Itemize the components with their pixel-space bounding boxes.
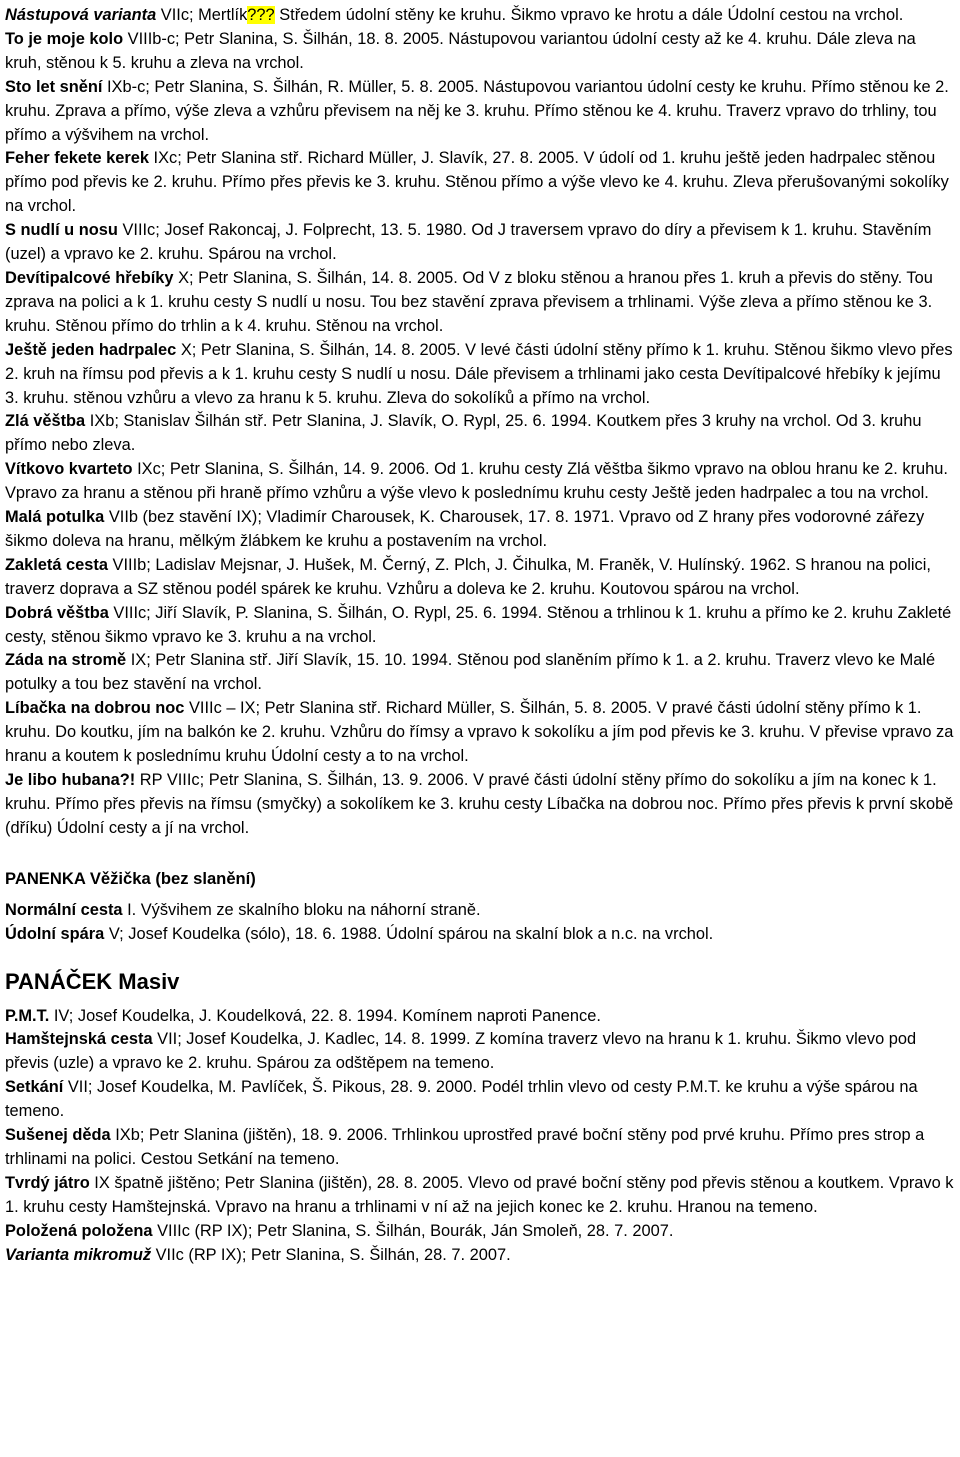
route-description: IX; Petr Slanina stř. Jiří Slavík, 15. 10. 1994. Stěnou pod slaněním přímo k 1. a 2. kruhu. Traverz vlevo ke Malé potulky a tou bez stavění na vrchol.	[5, 651, 936, 694]
route-description: IXc; Petr Slanina, S. Šilhán, 14. 9. 2006. Od 1. kruhu cesty Zlá věštba šikmo vpravo na oblou hranu ke 2. kruhu. Vpravo za hranu a stěnou při hraně přímo vzhůru a výše vlevo k poslednímu kruhu cesty Ještě jeden hadrpalec a tou na vrchol.	[5, 460, 948, 503]
route-description: VIIIb-c; Petr Slanina, S. Šilhán, 18. 8. 2005. Nástupovou variantou údolní cesty až ke 4. kruhu. Dále zleva na kruh, stěnou k 5. kruhu a zleva na vrchol.	[5, 29, 916, 72]
route-entry	[5, 602, 955, 650]
route-entry	[5, 697, 955, 769]
route-entry	[5, 769, 955, 841]
route-description: IXb; Stanislav Šilhán stř. Petr Slanina, J. Slavík, O. Rypl, 25. 6. 1994. Koutkem přes 3 kruhy na vrchol. Od 3. kruhu přímo nebo zleva.	[5, 412, 922, 455]
route-entry	[5, 506, 955, 554]
route-description: IXb; Petr Slanina (jištěn), 18. 9. 2006. Trhlinkou uprostřed pravé boční stěny pod prvé kruhu. Přímo pres strop a trhlinami na polici. Cestou Setkání na temeno.	[5, 1126, 925, 1168]
route-name: Sto let snění	[5, 77, 103, 96]
route-name: Setkání	[5, 1078, 64, 1097]
route-entry	[5, 1244, 955, 1268]
section-panacek	[5, 967, 955, 1268]
route-name: Hamštejnská cesta	[5, 1030, 153, 1049]
highlight-mark: ???	[247, 6, 275, 24]
route-entry	[5, 339, 955, 411]
route-entry	[5, 219, 955, 267]
route-name: Feher fekete kerek	[5, 149, 149, 168]
route-entry	[5, 923, 955, 947]
route-name: Zlá věštba	[5, 412, 86, 431]
route-entry	[5, 1076, 955, 1124]
route-description: VIIIc; Josef Rakoncaj, J. Folprecht, 13. 5. 1980. Od J traversem vpravo do díry a převisem k 1. kruhu. Stavěním (uzel) a vpravo ke 2. kruhu. Spárou na vrchol.	[5, 221, 932, 264]
route-name: Záda na stromě	[5, 651, 127, 670]
route-description: VIIc (RP IX); Petr Slanina, S. Šilhán, 28. 7. 2007.	[151, 1245, 511, 1264]
route-name: Je libo hubana?!	[5, 771, 136, 789]
route-description: IXb-c; Petr Slanina, S. Šilhán, R. Müller, 5. 8. 2005. Nástupovou variantou údolní cesty ke kruhu. Přímo stěnou ke 2. kruhu. Zprava a přímo, výše zleva a vzhůru převisem na něj ke 3. kruhu. Přímo stěnou ke 4. kruhu. Traverz vpravo do trhliny, tou přímo a výšvihem na vrchol.	[5, 77, 949, 144]
route-description: VIIIc – IX; Petr Slanina stř. Richard Müller, S. Šilhán, 5. 8. 2005. V pravé části údolní stěny přímo k 1. kruhu. Do koutku, jím na balkón ke 2. kruhu. Vzhůru do římsy a vpravo k sokolíku a jím pod převis ke 3. kruhu. V převise vpravo za hranu a koutem k poslednímu kruhu Údolní cesty a to na vrchol.	[5, 699, 954, 766]
route-entry	[5, 4, 955, 28]
route-entry	[5, 649, 955, 697]
route-entry	[5, 554, 955, 602]
route-name: Položená položena	[5, 1221, 153, 1240]
route-entry	[5, 1005, 955, 1029]
route-entry	[5, 1220, 955, 1244]
route-description: VIIIc (RP IX); Petr Slanina, S. Šilhán, Bourák, Ján Smoleň, 28. 7. 2007.	[152, 1221, 674, 1240]
route-name: Normální cesta	[5, 900, 123, 919]
route-description: V; Josef Koudelka (sólo), 18. 6. 1988. Údolní spárou na skalní blok a n.c. na vrchol.	[104, 924, 714, 943]
route-name: Devítipalcové hřebíky	[5, 268, 174, 287]
route-name: Varianta mikromuž	[5, 1245, 152, 1264]
route-entry	[5, 147, 955, 219]
route-entry	[5, 899, 955, 923]
route-name: Tvrdý játro	[5, 1173, 90, 1192]
route-name: Dobrá věštba	[5, 603, 109, 622]
route-description: IX špatně jištěno; Petr Slanina (jištěn), 28. 8. 2005. Vlevo od pravé boční stěny pod převis stěnou a koutkem. Vpravo k 1. kruhu cesty Hamštejnská. Vpravo na hranu a trhlinami v ní až na jejich konec ke 2. kruhu. Hranou na temeno.	[5, 1173, 954, 1216]
section-panenka	[5, 867, 955, 947]
route-description: VIIIc; Jiří Slavík, P. Slanina, S. Šilhán, O. Rypl, 25. 6. 1994. Stěnou a trhlinou k 1. kruhu a přímo ke 2. kruhu Zakleté cesty, stěnou šikmo vpravo ke 3. kruhu a na vrchol.	[5, 603, 952, 646]
route-description: X; Petr Slanina, S. Šilhán, 14. 8. 2005. Od V z bloku stěnou a hranou přes 1. kruh a převis do stěny. Tou zprava na polici a k 1. kruhu cesty S nudlí u nosu. Tou bez stavění zprava převisem a trhlinami. Výše zleva a přímo stěnou ke 3. kruhu. Stěnou přímo do trhlin a k 4. kruhu. Stěnou na vrchol.	[5, 268, 933, 335]
route-description: VII; Josef Koudelka, J. Kadlec, 14. 8. 1999. Z komína traverz vlevo na hranu k 1. kruhu. Šikmo vlevo pod převis (uzle) a vpravo ke 2. kruhu. Spárou za odštěpem na temeno.	[5, 1030, 917, 1073]
route-entry	[5, 28, 955, 76]
route-name: Nástupová varianta	[5, 6, 157, 24]
route-entry	[5, 267, 955, 339]
route-description: VIIIb; Ladislav Mejsnar, J. Hušek, M. Černý, Z. Plch, J. Čihulka, M. Franěk, V. Hulínský. 1962. S hranou na polici, traverz doprava a SZ stěnou podél spárek ke kruhu. Vzhůru a doleva ke 2. kruhu. Koutovou spárou na vrchol.	[5, 555, 931, 598]
route-description: IV; Josef Koudelka, J. Koudelková, 22. 8. 1994. Komínem naproti Panence.	[49, 1006, 601, 1025]
route-name: S nudlí u nosu	[5, 221, 118, 240]
route-name: Líbačka na dobrou noc	[5, 699, 185, 718]
route-name: P.M.T.	[5, 1006, 50, 1025]
route-name: Malá potulka	[5, 508, 105, 527]
section-heading: PANÁČEK Masiv	[5, 968, 180, 994]
route-grade: VIIc; Mertlík	[156, 6, 248, 24]
route-description: I. Výšvihem ze skalního bloku na náhorní straně.	[122, 900, 481, 919]
route-entry	[5, 458, 955, 506]
route-name: To je moje kolo	[5, 29, 124, 48]
route-entry	[5, 76, 955, 148]
route-description: Středem údolní stěny ke kruhu. Šikmo vpravo ke hrotu a dále Údolní cestou na vrchol.	[274, 6, 904, 24]
route-description: RP VIIIc; Petr Slanina, S. Šilhán, 13. 9. 2006. V pravé části údolní stěny přímo do sokolíku a jím na konec k 1. kruhu. Přímo přes převis na římsu (smyčky) a sokolíkem ke 3. kruhu cesty Líbačka na dobrou noc. Přímo přes převis k první skobě (dříku) Údolní cesty a jí na vrchol.	[5, 771, 954, 837]
section-heading: PANENKA Věžička (bez slanění)	[5, 868, 256, 888]
route-description: IXc; Petr Slanina stř. Richard Müller, J. Slavík, 27. 8. 2005. V údolí od 1. kruhu ještě jeden hadrpalec stěnou přímo pod převis ke 2. kruhu. Přímo přes převis ke 3. kruhu. Stěnou přímo a výše vlevo ke 4. kruhu. Zleva přerušovanými sokolíky na vrchol.	[5, 149, 949, 216]
route-entry	[5, 1028, 955, 1076]
route-entry	[5, 1172, 955, 1220]
section-1	[5, 4, 955, 841]
route-name: Sušenej děda	[5, 1126, 111, 1145]
route-description: VII; Josef Koudelka, M. Pavlíček, Š. Pikous, 28. 9. 2000. Podél trhlin vlevo od cesty P.M.T. ke kruhu a výše spárou na temeno.	[5, 1078, 918, 1121]
route-name: Ještě jeden hadrpalec	[5, 340, 177, 359]
route-description: X; Petr Slanina, S. Šilhán, 14. 8. 2005. V levé části údolní stěny přímo k 1. kruhu. Stěnou šikmo vlevo přes 2. kruh na římsu pod převis a k 1. kruhu cesty S nudlí u nosu. Dále převisem a trhlinami jako cesta Devítipalcové hřebíky k jejímu 3. kruhu. stěnou vzhůru a vlevo za hranu k 5. kruhu. Zleva do sokolíků a přímo na vrchol.	[5, 340, 953, 407]
route-name: Vítkovo kvarteto	[5, 460, 133, 479]
route-description: VIIb (bez stavění IX); Vladimír Charousek, K. Charousek, 17. 8. 1971. Vpravo od Z hrany přes vodorovné zářezy šikmo doleva na hranu, mělkým žlábkem ke kruhu a postavením na vrchol.	[5, 508, 925, 550]
route-entry	[5, 1124, 955, 1172]
route-name: Zakletá cesta	[5, 555, 108, 574]
route-name: Údolní spára	[5, 924, 105, 943]
route-entry	[5, 410, 955, 458]
